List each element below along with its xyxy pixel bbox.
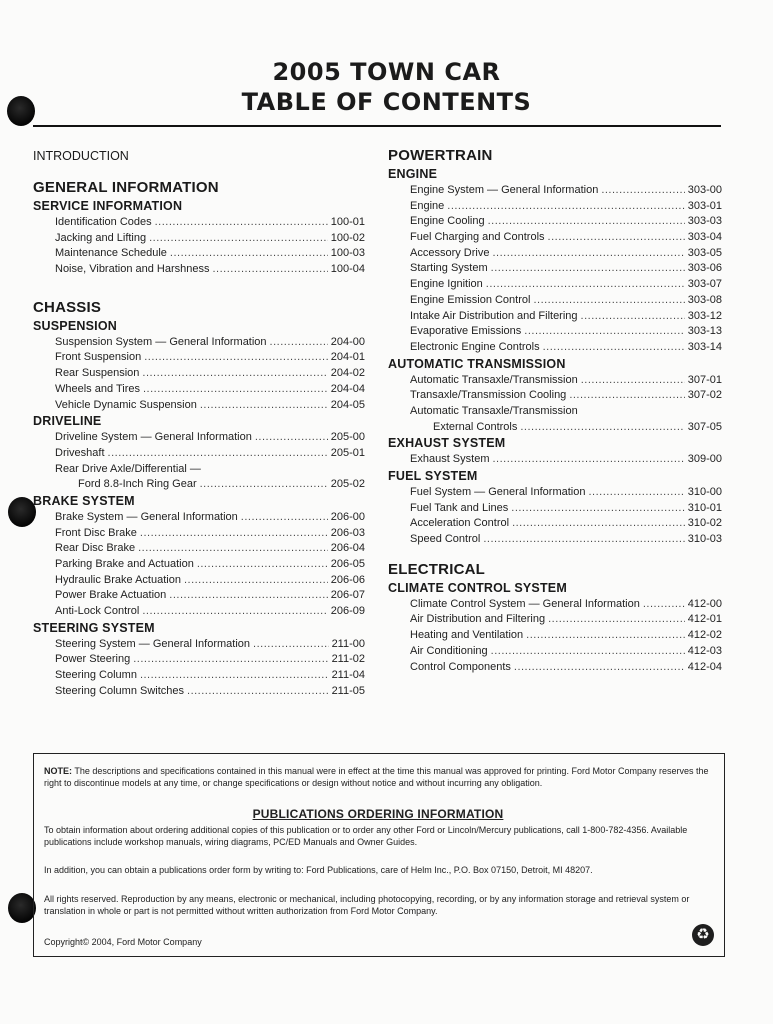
toc-entry-label: Automatic Transaxle/Transmission — [410, 373, 578, 386]
document-title: 2005 TOWN CAR — [272, 58, 501, 86]
entries-exhaust-system — [388, 452, 722, 468]
toc-entry-page: 309-00 — [687, 453, 722, 466]
toc-entry[interactable] — [55, 652, 365, 668]
toc-entry[interactable] — [55, 366, 365, 382]
toc-entry[interactable] — [410, 388, 722, 404]
toc-entry[interactable] — [55, 588, 365, 604]
toc-entry-label: Engine Ignition — [410, 278, 483, 291]
dot-leader — [241, 510, 328, 526]
toc-entry-label: Engine System — General Information — [410, 184, 599, 196]
toc-entry-label: Maintenance Schedule — [55, 247, 167, 260]
dot-leader — [108, 446, 328, 462]
group-fuel-system: FUEL SYSTEM — [388, 469, 478, 483]
toc-entry-label: Driveshaft — [55, 446, 105, 459]
toc-entry[interactable] — [55, 668, 365, 684]
note-text: The descriptions and specifications contained in this manual were in effect at the time this manual was approved for printing. Ford Motor Company reserves the right to discontinue models at any time, or change specifications or design without notice and without incurring any obligation. — [44, 766, 709, 788]
toc-entry-page: 100-03 — [330, 247, 365, 260]
toc-entry-page: 412-00 — [687, 597, 722, 610]
toc-entry[interactable] — [55, 510, 365, 526]
dot-leader — [213, 262, 328, 278]
dot-leader — [483, 532, 684, 548]
dot-leader — [492, 246, 684, 262]
toc-entry-page: 310-00 — [687, 486, 722, 498]
dot-leader — [488, 214, 685, 230]
dot-leader — [200, 398, 328, 414]
dot-leader — [569, 388, 684, 404]
entries-automatic-transmission — [388, 373, 722, 436]
toc-entry-page: 303-05 — [687, 246, 722, 259]
toc-entry-label: Acceleration Control — [410, 517, 510, 530]
group-steering-system: STEERING SYSTEM — [33, 620, 155, 635]
toc-entry-label: Heating and Ventilation — [410, 629, 524, 642]
toc-entry[interactable] — [410, 420, 722, 436]
toc-entry[interactable] — [55, 430, 365, 446]
dot-leader — [169, 588, 327, 604]
toc-entry-page: 206-05 — [330, 558, 365, 570]
toc-entry[interactable] — [410, 628, 722, 644]
copyright-text: Copyright© 2004, Ford Motor Company — [44, 937, 202, 947]
entries-service-information — [33, 215, 365, 278]
dot-leader — [512, 516, 685, 532]
dot-leader — [200, 477, 328, 493]
toc-entry[interactable] — [55, 350, 365, 366]
toc-entry-label: Ford 8.8-Inch Ring Gear — [78, 478, 197, 491]
toc-entry-page: 211-00 — [331, 637, 365, 650]
dot-leader — [447, 199, 684, 215]
toc-entry-label: Speed Control — [410, 533, 481, 546]
dot-leader — [155, 215, 328, 231]
toc-entry-page: 211-04 — [331, 669, 365, 682]
toc-entry-label: Air Distribution and Filtering — [410, 613, 546, 626]
dot-leader — [253, 637, 329, 653]
toc-entry[interactable] — [55, 215, 365, 231]
toc-entry-page: 100-04 — [330, 263, 365, 276]
toc-entry-page: 303-14 — [687, 340, 722, 353]
toc-entry-page: 211-02 — [331, 653, 365, 666]
toc-entry-label: Accessory Drive — [410, 246, 490, 259]
toc-entry-label: Fuel System — General Information — [410, 486, 586, 498]
toc-entry-page: 206-04 — [330, 542, 365, 555]
toc-entry-label: Automatic Transaxle/Transmission — [410, 404, 578, 417]
toc-entry[interactable] — [55, 446, 365, 462]
toc-entry-page: 307-02 — [687, 389, 722, 402]
toc-entry-page: 211-05 — [331, 684, 365, 697]
toc-entry[interactable] — [410, 261, 722, 277]
toc-entry-label: Front Disc Brake — [55, 526, 137, 539]
toc-entry-label: Starting System — [410, 262, 488, 275]
toc-entry-label: Exhaust System — [410, 453, 490, 466]
toc-entry-label: Rear Suspension — [55, 367, 140, 380]
toc-entry[interactable] — [55, 462, 365, 478]
toc-entry-label: Steering Column — [55, 669, 137, 682]
toc-entry-page: 303-08 — [687, 293, 722, 306]
dot-leader — [548, 230, 685, 246]
toc-entry[interactable] — [410, 309, 722, 325]
toc-entry-page: 303-03 — [687, 215, 722, 228]
publications-paragraph-2: In addition, you can obtain a publications order form by writing to: Ford Publications, care of Helm Inc., P.O. Box 07150, Detroit, MI 48207. — [44, 865, 593, 875]
toc-entry-page: 100-02 — [330, 231, 365, 244]
toc-entry[interactable] — [410, 214, 722, 230]
toc-entry-label: Suspension System — General Information — [55, 335, 267, 348]
dot-leader — [581, 373, 685, 389]
group-climate-control-system: CLIMATE CONTROL SYSTEM — [388, 580, 567, 595]
toc-entry-label: Steering System — General Information — [55, 637, 251, 650]
dot-leader — [492, 452, 684, 468]
dot-leader — [149, 231, 328, 247]
dot-leader — [184, 573, 328, 589]
toc-entry-page: 310-01 — [687, 501, 722, 514]
recycle-icon: ♻ — [692, 924, 714, 946]
toc-entry-page: 206-00 — [330, 510, 365, 523]
toc-entry-label: Engine Cooling — [410, 215, 485, 228]
toc-entry-label: Electronic Engine Controls — [410, 340, 540, 353]
toc-entry-label: Vehicle Dynamic Suspension — [55, 398, 197, 411]
toc-introduction[interactable]: INTRODUCTION — [33, 149, 129, 163]
note-label: NOTE: — [44, 766, 72, 776]
toc-entry[interactable] — [55, 573, 365, 589]
entries-suspension — [33, 335, 365, 413]
dot-leader — [514, 660, 685, 676]
toc-entry-label: Front Suspension — [55, 351, 142, 364]
toc-entry[interactable] — [410, 246, 722, 262]
note-paragraph — [44, 765, 712, 789]
dot-leader — [140, 668, 329, 684]
toc-entry[interactable] — [410, 452, 722, 468]
toc-entry-page: 206-07 — [330, 589, 365, 602]
toc-entry-page: 310-03 — [687, 533, 722, 546]
toc-entry-label: Control Components — [410, 660, 511, 673]
toc-entry[interactable] — [410, 532, 722, 548]
dot-leader — [144, 350, 328, 366]
entries-steering-system — [33, 637, 365, 700]
toc-entry-page: 206-03 — [330, 526, 365, 539]
entries-brake-system — [33, 510, 365, 620]
toc-entry-label: Jacking and Lifting — [55, 231, 147, 244]
toc-entry[interactable] — [410, 373, 722, 389]
toc-entry-label: Noise, Vibration and Harshness — [55, 263, 210, 276]
toc-entry[interactable] — [410, 404, 722, 420]
publications-heading: PUBLICATIONS ORDERING INFORMATION — [252, 807, 504, 821]
toc-entry-label: Rear Disc Brake — [55, 542, 136, 555]
toc-entry-page: 412-02 — [687, 629, 722, 642]
toc-entry[interactable] — [55, 335, 365, 351]
toc-entry[interactable] — [55, 246, 365, 262]
toc-entry[interactable] — [55, 557, 365, 573]
group-suspension: SUSPENSION — [33, 318, 117, 333]
toc-entry-page: 204-05 — [330, 398, 365, 411]
toc-entry-page: 100-01 — [330, 216, 365, 228]
toc-entry[interactable] — [55, 231, 365, 247]
toc-entry-page: 206-06 — [330, 573, 365, 586]
dot-leader — [588, 485, 684, 501]
dot-leader — [255, 430, 328, 446]
toc-entry-label: Rear Drive Axle/Differential — — [55, 462, 201, 475]
toc-entry[interactable] — [55, 637, 365, 653]
binder-hole-bottom — [8, 893, 36, 923]
group-service-information: SERVICE INFORMATION — [33, 199, 183, 213]
toc-entry[interactable] — [410, 293, 722, 309]
toc-entry-label: Fuel Tank and Lines — [410, 501, 509, 514]
toc-entry-page: 303-06 — [687, 262, 722, 275]
toc-entry-label: Parking Brake and Actuation — [55, 558, 194, 570]
toc-entry-page: 206-09 — [330, 605, 365, 618]
toc-entry[interactable] — [410, 183, 722, 199]
toc-entry-page: 204-01 — [330, 351, 365, 364]
toc-entry-label: Power Steering — [55, 653, 131, 666]
toc-entry-page: 307-05 — [687, 420, 722, 433]
notice-box — [33, 753, 725, 957]
dot-leader — [520, 420, 684, 436]
toc-entry[interactable] — [410, 324, 722, 340]
group-exhaust-system: EXHAUST SYSTEM — [388, 436, 506, 451]
toc-entry-page: 412-03 — [687, 644, 722, 657]
toc-entry[interactable] — [410, 340, 722, 356]
toc-entry[interactable] — [410, 199, 722, 215]
toc-entry-page: 303-13 — [687, 325, 722, 338]
toc-entry-page: 310-02 — [687, 517, 722, 530]
dot-leader — [581, 309, 685, 325]
toc-entry[interactable] — [410, 644, 722, 660]
dot-leader — [187, 684, 329, 700]
document-subtitle: TABLE OF CONTENTS — [241, 88, 532, 116]
dot-leader — [170, 246, 328, 262]
section-general-information: GENERAL INFORMATION — [33, 179, 219, 196]
toc-entry-label: Steering Column Switches — [55, 684, 185, 697]
toc-entry[interactable] — [410, 597, 722, 613]
dot-leader — [526, 628, 685, 644]
entries-fuel-system — [388, 485, 722, 548]
section-powertrain: POWERTRAIN — [388, 147, 493, 164]
publications-paragraph-1: To obtain information about ordering additional copies of this publication or to order any other Ford or Lincoln/Mercury publications, call 1-800-782-4356. Available publications include workshop manuals, wiring diagrams, PC/ED Manuals and Owner Guides. — [44, 825, 688, 847]
toc-entry[interactable] — [410, 501, 722, 517]
toc-entry[interactable] — [55, 398, 365, 414]
dot-leader — [643, 597, 685, 613]
toc-right-column — [388, 146, 722, 675]
toc-left-column — [33, 146, 365, 700]
toc-entry-label: Fuel Charging and Controls — [410, 231, 545, 244]
toc-entry-label: Intake Air Distribution and Filtering — [410, 309, 578, 322]
toc-entry[interactable] — [55, 526, 365, 542]
dot-leader — [548, 612, 685, 628]
dot-leader — [138, 541, 328, 557]
toc-entry-label: Identification Codes — [55, 216, 152, 228]
toc-entry[interactable] — [55, 604, 365, 620]
toc-entry[interactable] — [410, 485, 722, 501]
toc-entry[interactable] — [410, 660, 722, 676]
toc-entry-page: 205-01 — [330, 446, 365, 459]
toc-entry-label: Evaporative Emissions — [410, 325, 522, 338]
toc-entry[interactable] — [55, 382, 365, 398]
toc-entry-label: Driveline System — General Information — [55, 431, 252, 444]
dot-leader — [140, 526, 328, 542]
toc-entry-page: 205-02 — [330, 478, 365, 491]
toc-entry-page: 204-02 — [330, 367, 365, 380]
toc-entry-label: Engine — [410, 199, 445, 212]
toc-entry-label: Transaxle/Transmission Cooling — [410, 389, 567, 402]
group-brake-system: BRAKE SYSTEM — [33, 493, 135, 508]
toc-entry-page: 412-04 — [687, 660, 722, 673]
toc-entry[interactable] — [55, 684, 365, 700]
toc-entry-label: Hydraulic Brake Actuation — [55, 573, 181, 586]
dot-leader — [143, 382, 328, 398]
toc-entry[interactable] — [410, 230, 722, 246]
entries-engine — [388, 183, 722, 356]
dot-leader — [533, 293, 684, 309]
toc-entry-page: 303-04 — [687, 231, 722, 244]
toc-entry[interactable] — [55, 477, 365, 493]
toc-entry[interactable] — [55, 541, 365, 557]
dot-leader — [133, 652, 328, 668]
toc-entry-label: Anti-Lock Control — [55, 605, 140, 618]
dot-leader — [270, 335, 328, 351]
dot-leader — [197, 557, 328, 573]
rights-paragraph: All rights reserved. Reproduction by any means, electronic or mechanical, including photocopying, recording, or by any information storage and retrieval system or translation in whole or part is not permitted without written authorization from Ford Motor Company. — [44, 894, 690, 916]
dot-leader — [142, 604, 327, 620]
dot-leader — [511, 501, 684, 517]
toc-entry-label: Air Conditioning — [410, 644, 488, 657]
toc-entry-page: 303-07 — [687, 278, 722, 291]
toc-entry-page: 303-01 — [687, 199, 722, 212]
toc-entry[interactable] — [410, 612, 722, 628]
dot-leader — [142, 366, 327, 382]
toc-entry-label: Climate Control System — General Information — [410, 597, 640, 610]
group-engine: ENGINE — [388, 167, 438, 181]
dot-leader — [543, 340, 685, 356]
toc-entry-page: 303-00 — [687, 184, 722, 196]
section-electrical: ELECTRICAL — [388, 560, 485, 578]
binder-hole-middle — [8, 497, 36, 527]
title-divider — [33, 125, 721, 127]
section-chassis: CHASSIS — [33, 298, 102, 316]
group-driveline: DRIVELINE — [33, 414, 102, 429]
toc-entry-label: Brake System — General Information — [55, 510, 238, 523]
dot-leader — [486, 277, 685, 293]
dot-leader — [491, 261, 685, 277]
toc-entry-label: Power Brake Actuation — [55, 589, 167, 602]
toc-entry-page: 303-12 — [687, 309, 722, 322]
toc-entry-label: Wheels and Tires — [55, 382, 140, 395]
dot-leader — [601, 183, 684, 199]
entries-climate-control-system — [388, 597, 722, 675]
toc-entry-label: External Controls — [433, 420, 518, 433]
entries-driveline — [33, 430, 365, 493]
toc-entry-page: 307-01 — [687, 373, 722, 386]
toc-entry-page: 412-01 — [687, 613, 722, 626]
toc-entry[interactable] — [410, 277, 722, 293]
toc-entry-page: 204-04 — [330, 382, 365, 395]
toc-entry-page: 204-00 — [330, 335, 365, 348]
toc-entry-page: 205-00 — [330, 431, 365, 444]
dot-leader — [524, 324, 684, 340]
dot-leader — [491, 644, 685, 660]
toc-entry[interactable] — [55, 262, 365, 278]
toc-entry[interactable] — [410, 516, 722, 532]
toc-entry-label: Engine Emission Control — [410, 293, 531, 306]
group-automatic-transmission: AUTOMATIC TRANSMISSION — [388, 356, 566, 371]
